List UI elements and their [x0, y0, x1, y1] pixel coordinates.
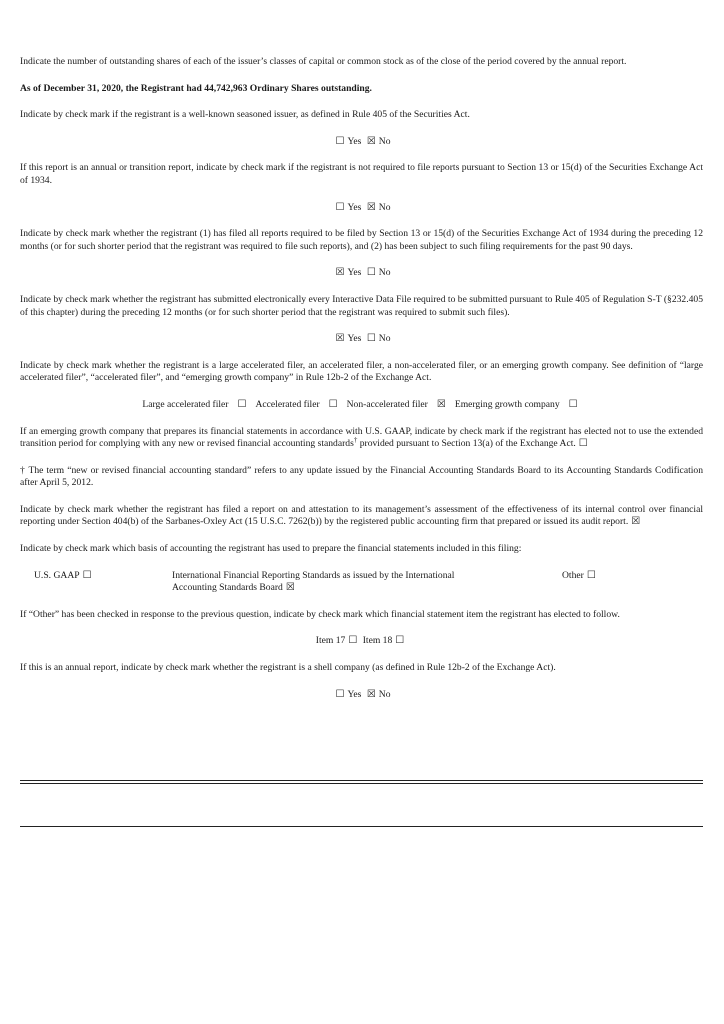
page-bottom-rule: [20, 826, 703, 827]
shell-yes-checkbox[interactable]: ☐: [335, 688, 345, 700]
not-required-yes-checkbox[interactable]: ☐: [335, 201, 345, 213]
us-gaap-option: [20, 570, 172, 595]
dagger-footnote-marker: †: [353, 435, 358, 444]
wksi-yes-checkbox[interactable]: ☐: [335, 135, 345, 147]
item17-checkbox[interactable]: ☐: [348, 635, 358, 647]
filed-reports-answer: [20, 267, 703, 280]
us-gaap-label: U.S. GAAP: [34, 569, 80, 581]
wksi-answer: [20, 136, 703, 149]
internal-control-main: Indicate by check mark whether the registrant has filed a report on and attestation to its management’s assessment of the effectiveness of its internal control over financial reporting under Section 404(b) of the Sarbanes-Oxley Act (15 U.S.C. 7262(b)) by the registered public accounting firm that prepared or issued its audit report.: [20, 503, 703, 528]
shell-company-text: If this is an annual report, indicate by check mark whether the registrant is a shell company (as defined in Rule 12b-2 of the Exchange Act).: [20, 662, 556, 674]
shell-yes-label: Yes: [347, 688, 362, 700]
internal-control-text: [20, 504, 703, 529]
interactive-data-no-label: No: [378, 333, 391, 345]
non-accelerated-label: Non-accelerated filer: [346, 398, 428, 410]
shell-no-checkbox[interactable]: ☒: [366, 688, 376, 700]
question-filed-reports: Indicate by check mark whether the registrant (1) has filed all reports required to be filed by Section 13 or 15(d) of the Securities Exchange Act of 1934 during the preceding 12 months (or for such shorter period that the registrant was required to file such reports), and (2) has been subject to such filing requirements for the past 90 days.: [20, 228, 703, 252]
gaap-election-tail: provided pursuant to Section 13(a) of the Exchange Act.: [357, 438, 576, 450]
ifrs-label-line2: Accounting Standards Board: [172, 582, 283, 594]
form-page: [20, 56, 703, 715]
other-checkbox[interactable]: ☐: [586, 569, 596, 581]
item18-checkbox[interactable]: ☐: [395, 635, 405, 647]
wksi-yes-label: Yes: [347, 135, 362, 147]
shell-company-answer: [20, 689, 703, 702]
accelerated-label: Accelerated filer: [255, 398, 320, 410]
question-wksi: Indicate by check mark if the registrant is a well-known seasoned issuer, as defined in Rule 405 of the Securities Act.: [20, 109, 470, 121]
non-accelerated-checkbox[interactable]: ☒: [436, 398, 446, 410]
double-rule-divider: [20, 780, 703, 784]
not-required-yes-label: Yes: [347, 201, 362, 213]
ifrs-label-line1: International Financial Reporting Standards as issued by the International: [172, 569, 455, 581]
question-interactive-data: Indicate by check mark whether the registrant has submitted electronically every Interactive Data File required to be submitted pursuant to Rule 405 of Regulation S-T (§232.405 of this chapter) during the preceding 12 months (or for such shorter period that the registrant was required to submit such files).: [20, 293, 703, 318]
accelerated-checkbox[interactable]: ☐: [328, 398, 338, 410]
accounting-basis-text: Indicate by check mark which basis of accounting the registrant has used to prepare the financial statements included in this filing:: [20, 543, 522, 555]
shell-no-label: No: [378, 688, 391, 700]
filed-reports-no-checkbox[interactable]: ☐: [366, 267, 376, 279]
wksi-no-checkbox[interactable]: ☒: [366, 135, 376, 147]
interactive-data-answer: [20, 333, 703, 346]
footnote-new-standard: † The term “new or revised financial accounting standard” refers to any update issued by the Financial Accounting Standards Board to its Accounting Standards Codification after April 5, 2012.: [20, 464, 703, 489]
item-election-options: [20, 635, 703, 648]
filed-reports-no-label: No: [378, 267, 391, 279]
large-accelerated-label: Large accelerated filer: [142, 398, 229, 410]
filed-reports-yes-checkbox[interactable]: ☒: [335, 267, 345, 279]
interactive-data-yes-checkbox[interactable]: ☒: [335, 333, 345, 345]
ifrs-checkbox[interactable]: ☒: [285, 582, 295, 594]
question-not-required: If this report is an annual or transition report, indicate by check mark if the registrant is not required to file reports pursuant to Section 13 or 15(d) of the Securities Exchange Act of 1934.: [20, 162, 703, 186]
not-required-answer: [20, 202, 703, 215]
accounting-basis-options: [20, 570, 703, 595]
interactive-data-yes-label: Yes: [347, 333, 362, 345]
emerging-growth-label: Emerging growth company: [454, 398, 560, 410]
internal-control-checkbox[interactable]: ☒: [631, 516, 641, 528]
interactive-data-no-checkbox[interactable]: ☐: [366, 333, 376, 345]
outstanding-shares-statement: As of December 31, 2020, the Registrant had 44,742,963 Ordinary Shares outstanding.: [20, 82, 372, 94]
large-accelerated-checkbox[interactable]: ☐: [237, 398, 247, 410]
question-filer-status: Indicate by check mark whether the registrant is a large accelerated filer, an accelerated filer, a non-accelerated filer, or an emerging growth company. See definition of “large accelerated filer”, “accelerated filer”, and “emerging growth company” in Rule 12b-2 of the Exchange Act.: [20, 359, 703, 384]
item17-label: Item 17: [315, 635, 346, 647]
other-followup-text: If “Other” has been checked in response to the previous question, indicate by check mark which financial statement item the registrant has elected to follow.: [20, 608, 620, 620]
ifrs-option: [172, 570, 562, 595]
outstanding-shares-prompt: Indicate the number of outstanding shares of each of the issuer’s classes of capital or common stock as of the close of the period covered by the annual report.: [20, 56, 627, 67]
gaap-election-checkbox[interactable]: ☐: [578, 438, 588, 450]
other-option: [562, 570, 703, 595]
us-gaap-checkbox[interactable]: ☐: [82, 569, 92, 581]
gaap-election-text: [20, 426, 703, 451]
filed-reports-yes-label: Yes: [347, 267, 362, 279]
not-required-no-label: No: [378, 201, 391, 213]
not-required-no-checkbox[interactable]: ☒: [366, 201, 376, 213]
other-label: Other: [562, 569, 584, 581]
filer-status-options: [20, 399, 703, 412]
item18-label: Item 18: [362, 635, 393, 647]
gaap-election-main: If an emerging growth company that prepares its financial statements in accordance with U.S. GAAP, indicate by check mark if the registrant has elected not to use the extended transition period for complying with any new or revised financial accounting standards: [20, 425, 703, 450]
emerging-growth-checkbox[interactable]: ☐: [568, 398, 578, 410]
wksi-no-label: No: [378, 135, 391, 147]
